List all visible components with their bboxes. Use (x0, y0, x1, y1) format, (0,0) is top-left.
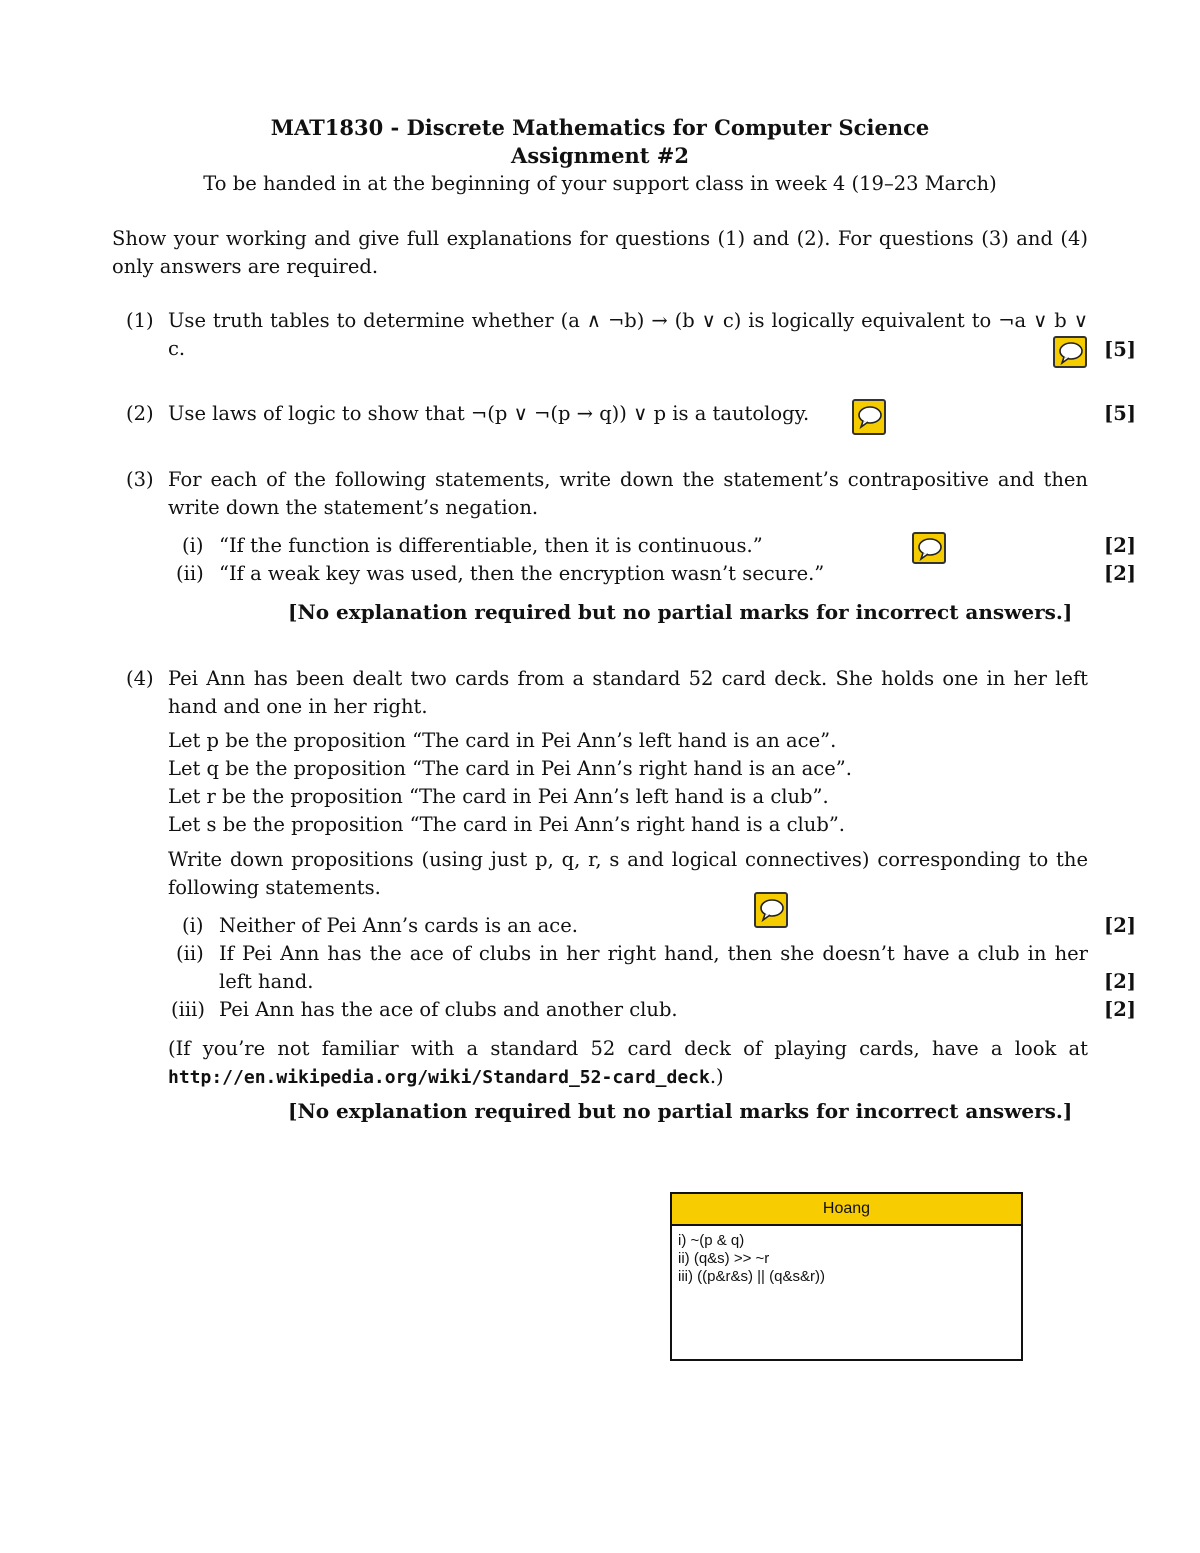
q2-text: Use laws of logic to show that ¬(p ∨ ¬(p → q)) ∨ p is a tautology. (168, 402, 810, 425)
comment-icon[interactable] (852, 399, 886, 435)
comment-line: iii) ((p&r&s) || (q&s&r)) (678, 1268, 825, 1285)
intro-line-2: only answers are required. (112, 255, 379, 278)
q4-reference-url-line (168, 1063, 724, 1092)
speech-bubble-icon (857, 404, 883, 430)
q3-note: [No explanation required but no partial marks for incorrect answers.] (288, 600, 1073, 624)
speech-bubble-icon (1058, 341, 1084, 365)
q4-line-2: hand and one in her right. (168, 695, 428, 718)
comment-author: Hoang (672, 1194, 1021, 1226)
comment-line: ii) (q&s) >> ~r (678, 1250, 770, 1267)
comment-icon[interactable] (912, 532, 946, 564)
q4-reference-end: .) (709, 1065, 724, 1088)
q1-marks: [5] (1103, 338, 1136, 361)
q4-iii-text: Pei Ann has the ace of clubs and another club. (219, 998, 678, 1021)
q4-prop-s: Let s be the proposition “The card in Pei Ann’s right hand is a club”. (168, 813, 845, 836)
q4-prop-p: Let p be the proposition “The card in Pei Ann’s left hand is an ace”. (168, 729, 837, 752)
q2-marks: [5] (1103, 402, 1136, 425)
speech-bubble-icon (759, 897, 785, 923)
q4-ii-marks: [2] (1103, 970, 1136, 993)
wikipedia-link[interactable]: http://en.wikipedia.org/wiki/Standard_52-card_deck (168, 1067, 710, 1088)
q2-number: (2) (126, 402, 154, 425)
q4-number: (4) (126, 667, 154, 690)
assignment-number: Assignment #2 (511, 143, 689, 168)
q4-write-line-2: following statements. (168, 876, 381, 899)
q4-ii-number: (ii) (176, 942, 204, 965)
q3-ii-number: (ii) (176, 562, 204, 585)
q3-i-number: (i) (182, 534, 204, 557)
q4-i-text: Neither of Pei Ann’s cards is an ace. (219, 914, 578, 937)
comment-note[interactable] (670, 1192, 1023, 1361)
speech-bubble-icon (917, 537, 943, 561)
q4-write-line-1: Write down propositions (using just p, q, r, s and logical connectives) corresponding to the (168, 848, 1088, 871)
comment-icon[interactable] (1053, 336, 1087, 368)
comment-body (672, 1226, 1021, 1292)
q4-prop-r: Let r be the proposition “The card in Pei Ann’s left hand is a club”. (168, 785, 829, 808)
q4-i-number: (i) (182, 914, 204, 937)
q3-number: (3) (126, 468, 154, 491)
q1-text: Use truth tables to determine whether (a ∧ ¬b) → (b ∨ c) is logically equivalent to ¬a ∨ b ∨ c. (168, 309, 1088, 360)
q4-ii-text-2: left hand. (219, 970, 314, 993)
q4-reference-line: (If you’re not familiar with a standard 52 card deck of playing cards, have a look at (168, 1037, 1088, 1060)
q3-i-text: “If the function is differentiable, then it is continuous.” (219, 534, 763, 557)
q4-line-1: Pei Ann has been dealt two cards from a standard 52 card deck. She holds one in her left (168, 667, 1088, 690)
page-title: MAT1830 - Discrete Mathematics for Computer Science (270, 115, 930, 140)
intro-line-1: Show your working and give full explanations for questions (1) and (2). For questions (3) and (4) (112, 227, 1088, 250)
q4-ii-text: If Pei Ann has the ace of clubs in her right hand, then she doesn’t have a club in her (219, 942, 1088, 965)
q3-ii-text: “If a weak key was used, then the encryption wasn’t secure.” (219, 562, 825, 585)
q4-i-marks: [2] (1103, 914, 1136, 937)
comment-icon[interactable] (754, 892, 788, 928)
q4-iii-marks: [2] (1103, 998, 1136, 1021)
comment-line: i) ~(p & q) (678, 1232, 745, 1249)
q3-line-1: For each of the following statements, write down the statement’s contrapositive and then (168, 468, 1088, 491)
q1-number: (1) (126, 309, 154, 332)
q3-ii-marks: [2] (1103, 562, 1136, 585)
q4-prop-q: Let q be the proposition “The card in Pei Ann’s right hand is an ace”. (168, 757, 852, 780)
q4-iii-number: (iii) (171, 998, 205, 1021)
q3-i-marks: [2] (1103, 534, 1136, 557)
due-date: To be handed in at the beginning of your support class in week 4 (19–23 March) (203, 172, 997, 195)
q4-note: [No explanation required but no partial marks for incorrect answers.] (288, 1099, 1073, 1123)
q3-line-2: write down the statement’s negation. (168, 496, 539, 519)
